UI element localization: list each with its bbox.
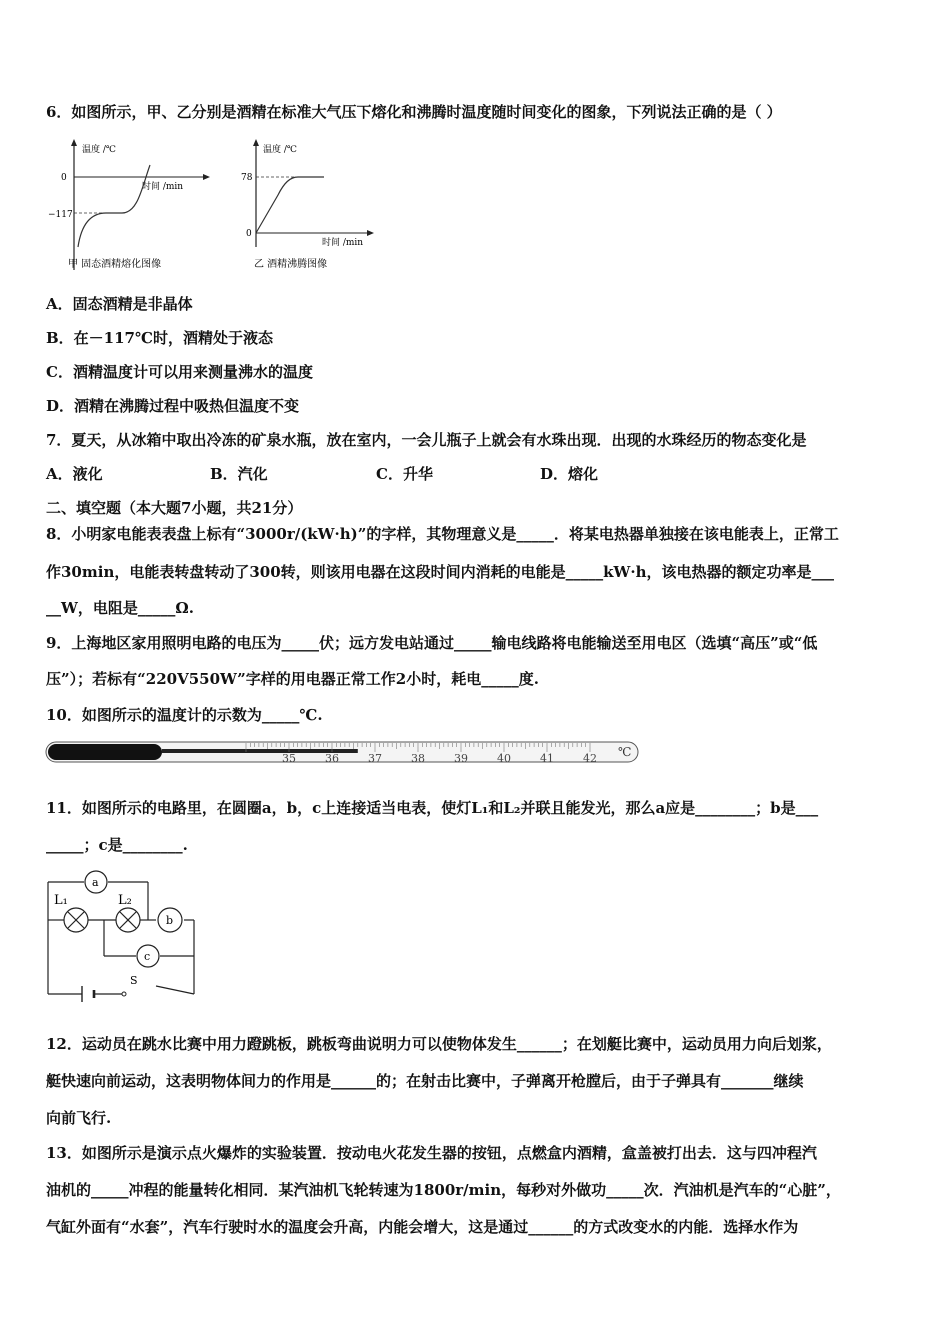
thermometer-label-36: 36 [325,752,339,765]
q7-option-d: D．熔化 [540,465,599,483]
q9-line2: 压”）；若标有“220V550W”字样的用电器正常工作2小时，耗电_____度. [46,670,539,688]
q8-line1: 8．小明家电能表表盘上标有“3000r/(kW·h)”的字样，其物理意义是_____．将某电热器单独接在该电能表上，正常工 [46,525,839,543]
meter-b-label: b [166,914,174,927]
q7-option-a: A．液化 [46,465,103,483]
graph-b-xlabel: 时间 /min [322,238,364,248]
q6-option-c: C．酒精温度计可以用来测量沸水的温度 [46,363,313,381]
graph-a-xlabel: 时间 /min [142,182,184,192]
graph-b-tick-0: 0 [246,229,252,239]
q6-option-a: A．固态酒精是非晶体 [46,295,193,313]
thermometer [44,736,644,768]
graph-b-tick-78: 78 [241,173,253,183]
q6-graph-melting [46,135,216,275]
graph-b-caption: 乙 酒精沸腾图像 [254,259,328,270]
q12-line2: 艇快速向前运动，这表明物体间力的作用是______的；在射击比赛中，子弹离开枪膛后，由于子弹具有_______继续 [46,1072,804,1090]
q6-stem: 6．如图所示，甲、乙分别是酒精在标准大气压下熔化和沸腾时温度随时间变化的图象，下列说法正确的是（ ） [46,103,782,121]
q13-line1: 13．如图所示是演示点火爆炸的实验装置．按动电火花发生器的按钮，点燃盒内酒精，盒盖被打出去．这与四冲程汽 [46,1144,817,1162]
meter-c-label: c [144,950,151,963]
graph-b-ylabel: 温度 /℃ [263,145,297,155]
q8-line3: __W，电阻是_____Ω. [46,599,194,617]
q9-line1: 9．上海地区家用照明电路的电压为_____伏；远方发电站通过_____输电线路将电能输送至用电区（选填“高压”或“低 [46,634,818,652]
graph-a-tick-0: 0 [61,173,67,183]
q6-option-d: D．酒精在沸腾过程中吸热但温度不变 [46,397,300,415]
q13-line2: 油机的_____冲程的能量转化相同．某汽油机飞轮转速为1800r/min，每秒对外做功_____次．汽油机是汽车的“心脏”， [46,1181,841,1199]
boiling-curve [256,177,324,233]
thermometer-label-41: 41 [540,752,554,765]
q11-line1: 11．如图所示的电路里，在圆圈a，b，c上连接适当电表，使灯L₁和L₂并联且能发光，那么a应是________；b是___ [46,799,819,817]
thermometer-label-37: 37 [368,752,382,765]
thermometer-label-42: 42 [583,752,597,765]
q12-line3: 向前飞行. [46,1109,112,1127]
q8-line2: 作30min，电能表转盘转动了300转，则该用电器在这段时间内消耗的电能是_____kW·h，该电热器的额定功率是___ [46,563,835,581]
lamp-l2-label: L₂ [118,893,132,908]
q7-stem: 7．夏天，从冰箱中取出冷冻的矿泉水瓶，放在室内，一会儿瓶子上就会有水珠出现．出现的水珠经历的物态变化是 [46,431,807,449]
thermometer-label-39: 39 [454,752,468,765]
graph-a-tick-117: −117 [48,210,73,220]
graph-a-ylabel: 温度 /℃ [82,145,116,155]
q12-line1: 12．运动员在跳水比赛中用力蹬跳板，跳板弯曲说明力可以使物体发生______；在划艇比赛中，运动员用力向后划浆， [46,1035,832,1053]
graph-a-caption: 甲 固态酒精熔化图像 [68,259,162,270]
thermometer-label-40: 40 [497,752,511,765]
meter-a-label: a [92,876,99,889]
thermometer-label-38: 38 [411,752,425,765]
circuit-diagram [44,866,214,1006]
q11-line2: _____；c是________. [46,836,188,854]
section-heading: 二、填空题（本大题7小题，共21分） [46,499,303,517]
q13-line3: 气缸外面有“水套”，汽车行驶时水的温度会升高，内能会增大，这是通过______的方式改变水的内能．选择水作为 [46,1218,799,1236]
q6-option-b: B．在－117℃时，酒精处于液态 [46,329,273,347]
thermometer-label-35: 35 [282,752,296,765]
thermometer-unit: ℃ [618,745,632,759]
q7-option-c: C．升华 [376,465,433,483]
lamp-l1-label: L₁ [54,893,68,908]
q7-option-b: B．汽化 [210,465,268,483]
q6-graph-boiling [236,135,386,275]
switch-s-label: S [130,974,138,987]
q10-stem: 10．如图所示的温度计的示数为_____℃. [46,706,323,724]
